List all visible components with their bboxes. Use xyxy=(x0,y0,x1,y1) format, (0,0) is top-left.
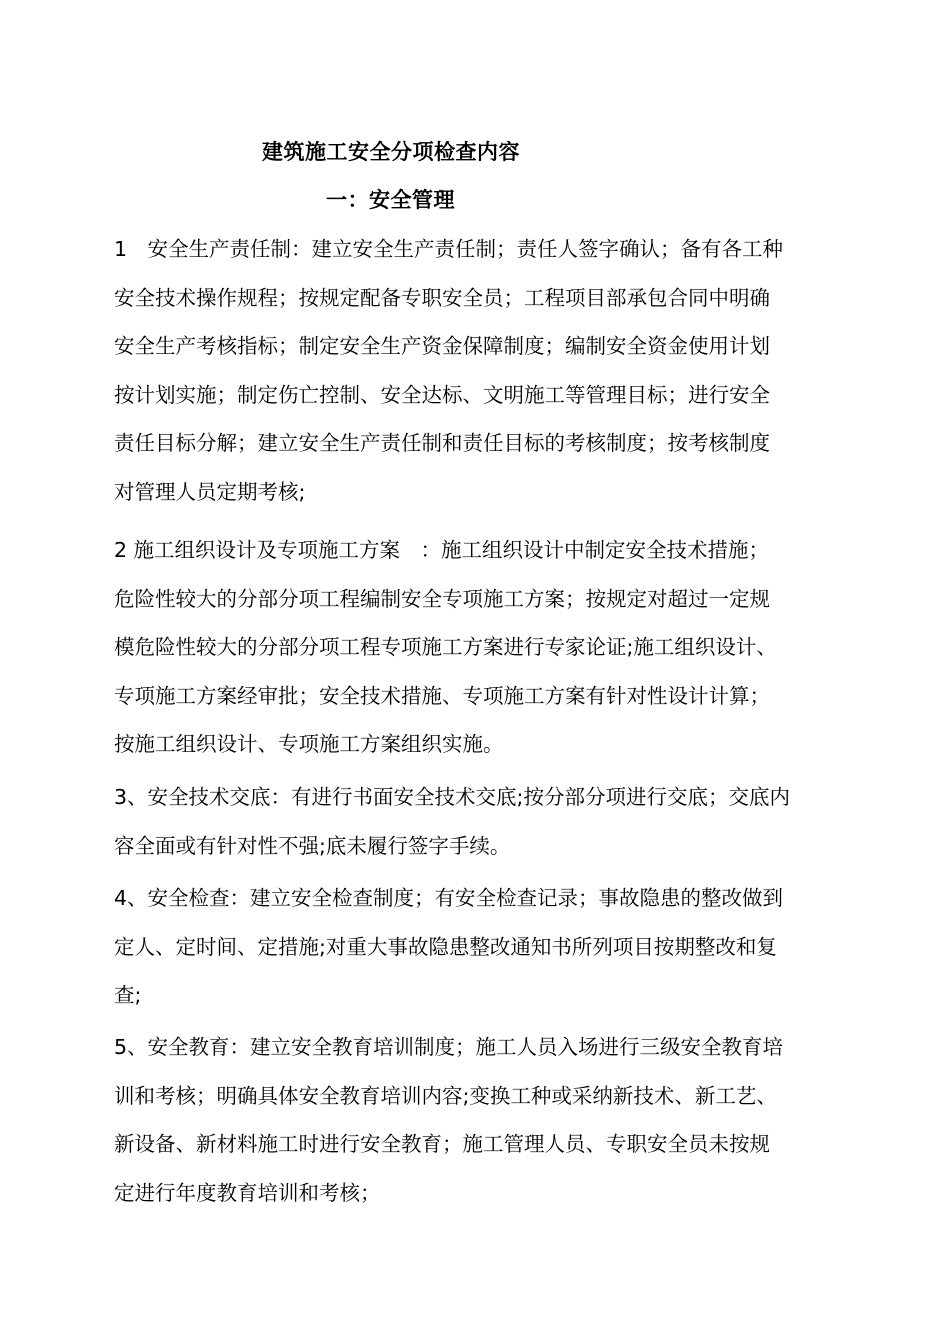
section-heading: 一：安全管理 xyxy=(326,188,455,212)
paragraph-technical-briefing xyxy=(114,773,850,870)
paragraph-line: 安全生产考核指标；制定安全生产资金保障制度；编制安全资金使用计划 xyxy=(114,334,770,358)
paragraph-line: 危险性较大的分部分项工程编制安全专项施工方案；按规定对超过一定规 xyxy=(114,586,770,611)
paragraph-line: 新设备、新材料施工时进行安全教育；施工管理人员、专职安全员未按规 xyxy=(114,1132,770,1156)
document-title: 建筑施工安全分项检查内容 xyxy=(262,140,520,164)
paragraph-line: 3、安全技术交底：有进行书面安全技术交底;按分部分项进行交底；交底内 xyxy=(114,785,790,809)
paragraph-line: 定进行年度教育培训和考核； xyxy=(114,1180,381,1205)
paragraph-line: 对管理人员定期考核; xyxy=(114,479,306,504)
paragraph-safety-education xyxy=(114,1023,850,1217)
paragraph-line: 2 施工组织设计及专项施工方案 ：施工组织设计中制定安全技术措施； xyxy=(114,538,770,562)
paragraph-safety-inspection xyxy=(114,874,850,1020)
paragraph-line: 定人、定时间、定措施;对重大事故隐患整改通知书所列项目按期整改和复 xyxy=(114,934,777,959)
paragraph-line: 专项施工方案经审批；安全技术措施、专项施工方案有针对性设计计算； xyxy=(114,683,770,708)
paragraph-line: 按计划实施；制定伤亡控制、安全达标、文明施工等管理目标；进行安全 xyxy=(114,382,770,407)
paragraph-line: 责任目标分解；建立安全生产责任制和责任目标的考核制度；按考核制度 xyxy=(114,431,770,455)
paragraph-line: 训和考核；明确具体安全教育培训内容;变换工种或采纳新技术、新工艺、 xyxy=(114,1083,777,1108)
paragraph-line: 安全技术操作规程；按规定配备专职安全员；工程项目部承包合同中明确 xyxy=(114,285,770,310)
paragraph-line: 按施工组织设计、专项施工方案组织实施。 xyxy=(114,732,504,756)
paragraph-responsibility-system xyxy=(114,225,850,516)
paragraph-line: 4、安全检查：建立安全检查制度；有安全检查记录；事故隐患的整改做到 xyxy=(114,886,784,910)
paragraph-line: 模危险性较大的分部分项工程专项施工方案进行专家论证;施工组织设计、 xyxy=(114,635,777,659)
paragraph-line: 容全面或有针对性不强;底未履行签字手续。 xyxy=(114,833,511,858)
paragraph-construction-plan xyxy=(114,526,850,769)
paragraph-line: 5、安全教育：建立安全教育培训制度；施工人员入场进行三级安全教育培 xyxy=(114,1035,784,1059)
paragraph-line: 查; xyxy=(114,983,142,1007)
paragraph-line: 1 安全生产责任制：建立安全生产责任制；责任人签字确认；备有各工种 xyxy=(114,237,784,261)
